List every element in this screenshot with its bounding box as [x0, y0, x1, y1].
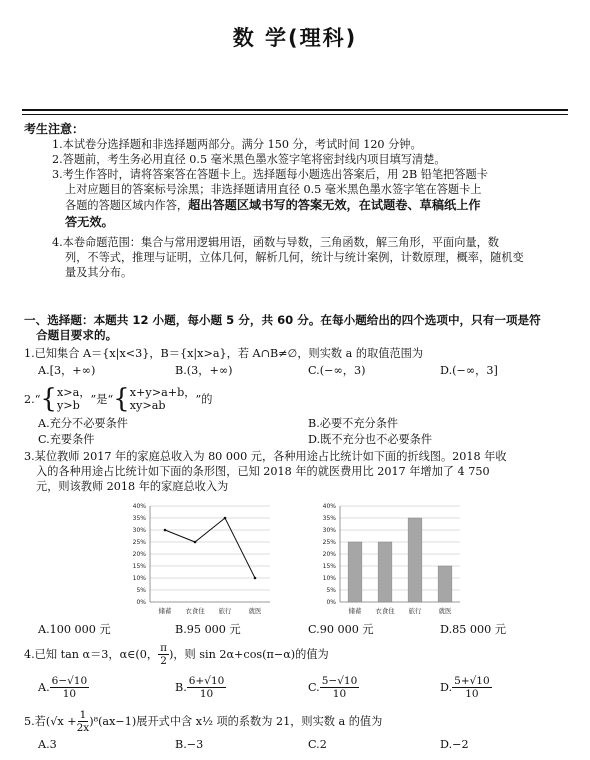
q4-option-b-den: 10 [199, 688, 214, 700]
line-chart-x-tick-label: 衣食住 [185, 607, 205, 615]
q4-option-c-den: 10 [332, 688, 347, 700]
q2-option-a: A.充分不必要条件 [38, 417, 128, 430]
q2-connector: 是“ [96, 393, 114, 406]
q5-one: 1 [79, 708, 87, 721]
line-point [224, 517, 227, 520]
notice-item-3-text: 各题的答题区域内作答， [65, 199, 189, 212]
q2-number: 2. [24, 392, 35, 406]
line-chart-y-tick-label: 15% [132, 563, 146, 571]
q2-option-d: D.既不充分也不必要条件 [308, 433, 433, 446]
bar-chart-x-tick-label: 旅行 [408, 607, 422, 615]
q4-option-d-num: 5+√10 [454, 675, 490, 687]
divider-thick [22, 109, 568, 111]
bar-chart-y-tick-label: 20% [322, 551, 336, 559]
q2-system-1-row2: y>b [56, 399, 80, 412]
q4-stem-end: )，则 sin 2α+cos(π−α)的值为 [169, 648, 329, 661]
bar-chart-y-tick-label: 0% [326, 599, 336, 607]
q1-option-c: C.(−∞，3) [308, 364, 366, 377]
bar-chart-x-tick-label: 就医 [438, 607, 452, 615]
q4-stem [24, 641, 329, 667]
q2-system-2-row2: xy>ab [129, 399, 166, 412]
section-heading-line2: 合题目要求的。 [36, 328, 118, 342]
q1-stem: 1.已知集合 A＝{x|x<3}，B＝{x|x>a}，若 A∩B≠∅，则实数 a 的取值范围为 [24, 347, 424, 360]
q3-option-c: C.90 000 元 [308, 623, 374, 636]
q3-stem-line2: 入的各种用途占比统计如下面的条形图，已知 2018 年的就医费用比 2017 年增加了 4 750 [36, 465, 490, 478]
bar-chart-2018 [300, 500, 470, 618]
notice-item-4-line2: 列，不等式，推理与证明，立体几何，解析几何，统计与统计案例，计数原理，概率，随机变 [65, 251, 524, 264]
notice-item-4-line1: 4.本卷命题范围：集合与常用逻辑用语，函数与导数，三角函数，解三角形，平面向量，数 [52, 236, 499, 249]
q4-option-d-den: 10 [465, 688, 479, 700]
bar-chart-x-tick-label: 衣食住 [375, 607, 395, 615]
line-chart-2017 [110, 500, 300, 618]
q5-twox: 2x [76, 721, 90, 734]
bar [408, 518, 422, 602]
notice-item-3-line1: 3.考生作答时，请将答案答在答题卡上。选择题每小题选出答案后，用 2B 铅笔把答题卡 [52, 168, 488, 181]
q5-option-a: A.3 [38, 738, 57, 751]
q3-stem-line3: 元，则该教师 2018 年的家庭总收入为 [36, 480, 229, 493]
line-chart-x-tick-label: 旅行 [218, 607, 232, 615]
line-point [164, 529, 167, 532]
notice-item-3-line3 [52, 197, 524, 214]
q4-option-a [38, 675, 89, 700]
q2-system-1-row1: x>a， [56, 386, 91, 399]
q2-ending: ”的 [195, 393, 213, 406]
notice-item-3-line2: 上对应题目的答案标号涂黑；非选择题请用直径 0.5 毫米黑色墨水签字笔在答题卡上 [65, 183, 482, 196]
line-chart-y-tick-label: 25% [132, 539, 146, 547]
bar-chart-x-tick-label: 储蓄 [348, 607, 362, 615]
q2-system-2 [130, 386, 196, 412]
q2-option-b: B.必要不充分条件 [308, 417, 399, 430]
q2-stem: 2. “ { x>a， y>b ” 是“ { x+y>a+b， xy>ab ”的 [24, 384, 213, 414]
q5-option-d: D.−2 [440, 738, 469, 751]
bar-chart-y-tick-label: 15% [322, 563, 336, 571]
line-point [254, 577, 257, 580]
bar [438, 566, 452, 602]
q5-stem-end: )⁸(ax−1)展开式中含 x½ 项的系数为 21，则实数 a 的值为 [89, 715, 383, 728]
q4-option-a-fraction [50, 675, 90, 700]
line-chart-y-tick-label: 40% [132, 503, 146, 511]
notice-heading: 考生注意： [24, 122, 85, 136]
q1-option-b: B.(3，+∞) [175, 364, 233, 377]
bar [378, 542, 392, 602]
section-heading-line1: 一、选择题：本题共 12 小题，每小题 5 分，共 60 分。在每小题给出的四个选项中，只有一项是符 [24, 313, 541, 327]
line-point [194, 541, 197, 544]
line-chart-y-tick-label: 0% [136, 599, 146, 607]
section-heading [24, 313, 541, 343]
q4-option-b-label: B. [175, 681, 187, 694]
divider-thin [22, 114, 568, 115]
notice-item-2: 2.答题前，考生务必用直径 0.5 毫米黑色墨水签字笔将密封线内项目填写清楚。 [52, 153, 446, 166]
q4-pi: π [160, 641, 167, 654]
notice-item-3-emphasis: 超出答题区域书写的答案无效，在试题卷、草稿纸上作 [188, 198, 481, 212]
q4-option-d [440, 675, 492, 700]
q4-option-a-num: 6−√10 [51, 675, 88, 687]
q5-option-b: B.−3 [175, 738, 204, 751]
q5-stem-start: 5.若(√x + [24, 715, 77, 728]
notice-item-4-line3: 量及其分布。 [65, 266, 133, 279]
q4-option-b-num: 6+√10 [188, 675, 225, 687]
q2-system-2-row1: x+y>a+b， [129, 386, 196, 399]
line-series [165, 518, 255, 578]
q3-option-a: A.100 000 元 [38, 623, 111, 636]
q2-system-1 [57, 386, 91, 412]
q4-two: 2 [160, 654, 167, 667]
q4-option-b-fraction [187, 675, 227, 700]
brace-icon: { [40, 384, 57, 414]
q5-fraction [77, 709, 90, 734]
q4-option-a-den: 10 [62, 688, 77, 700]
q5-stem [24, 707, 382, 735]
line-chart-x-tick-label: 就医 [248, 607, 262, 615]
page-title: 数 学(理科) [232, 26, 358, 50]
bar-chart-y-tick-label: 5% [326, 587, 336, 595]
bar-chart-y-tick-label: 40% [322, 503, 336, 511]
q2-option-c: C.充要条件 [38, 433, 95, 446]
q4-option-d-fraction [452, 675, 492, 700]
bar [348, 542, 362, 602]
notice-item-3-line4: 答无效。 [65, 215, 114, 229]
line-chart-x-tick-label: 储蓄 [158, 607, 172, 615]
notice-item-1: 1.本试卷分选择题和非选择题两部分。满分 150 分，考试时间 120 分钟。 [52, 138, 422, 151]
q3-option-b: B.95 000 元 [175, 623, 241, 636]
q4-pi-over-2 [158, 642, 169, 667]
q5-option-c: C.2 [308, 738, 327, 751]
q4-option-b [175, 675, 226, 700]
line-chart-y-tick-label: 30% [132, 527, 146, 535]
q4-option-c-fraction [320, 675, 360, 700]
line-chart-y-tick-label: 20% [132, 551, 146, 559]
q4-option-a-label: A. [38, 681, 50, 694]
line-chart-y-tick-label: 5% [136, 587, 146, 595]
q1-option-a: A.[3，+∞) [38, 364, 96, 377]
q4-option-c-num: 5−√10 [321, 675, 358, 687]
q3-stem-line1: 3.某位教师 2017 年的家庭总收入为 80 000 元，各种用途占比统计如下面的折线图。2018 年收 [24, 450, 507, 463]
q3-stem [24, 449, 507, 494]
line-chart-y-tick-label: 35% [132, 515, 146, 523]
q4-stem-start: 4.已知 tan α＝3，α∈(0， [24, 648, 159, 661]
bar-chart-y-tick-label: 35% [322, 515, 336, 523]
q4-option-c-label: C. [308, 681, 320, 694]
bar-chart-y-tick-label: 25% [322, 539, 336, 547]
q4-option-d-label: D. [440, 681, 453, 694]
line-chart-y-tick-label: 10% [132, 575, 146, 583]
bar-chart-y-tick-label: 10% [322, 575, 336, 583]
q1-option-d: D.(−∞，3] [440, 364, 498, 377]
q3-option-d: D.85 000 元 [440, 623, 507, 636]
notice-list [52, 137, 524, 280]
brace-icon: { [113, 384, 130, 414]
q4-option-c [308, 675, 359, 700]
bar-chart-y-tick-label: 30% [322, 527, 336, 535]
